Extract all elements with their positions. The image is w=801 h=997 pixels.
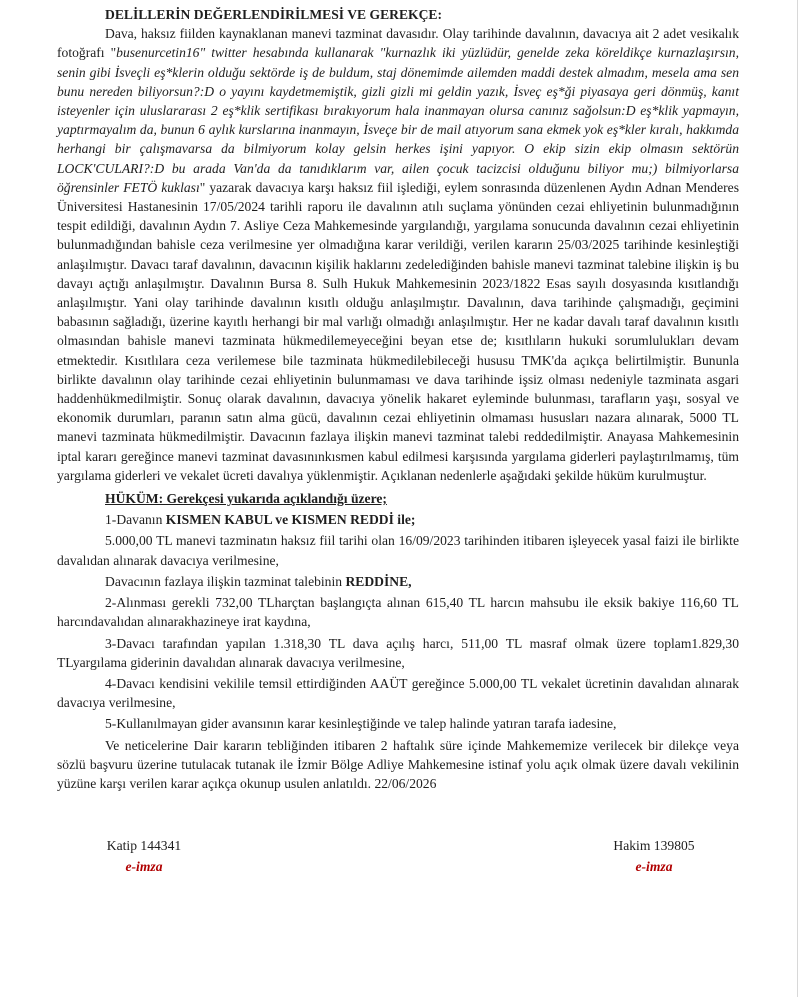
verdict-item-1-suffix: ile; [393, 512, 416, 528]
verdict-item-1-detail: 5.000,00 TL manevi tazminatın haksız fiil tarihi olan 16/09/2023 tarihinden itibaren işleyecek yasal faizi ile birlikte davalıdan alınarak davacıya verilmesine, [57, 533, 739, 568]
verdict-list [57, 510, 739, 793]
clerk-signature [104, 838, 184, 875]
verdict-item-3: 3-Davacı tarafından yapılan 1.318,30 TL dava açılış harcı, 511,00 TL masraf olmak üzere toplam1.829,30 TLyargılama giderinin davalıdan alınarak davacıya verilmesine, [57, 635, 739, 670]
verdict-item-1 [57, 510, 739, 529]
section-heading: DELİLLERİN DEĞERLENDİRİLMESİ VE GEREKÇE: [105, 7, 443, 22]
judge-name: Hakim 139805 [613, 838, 695, 853]
quoted-tweet-text: busenurcetin16" twitter hesabında kullanarak "kurnazlık iki yüzlüdür, genelde zeka köreldikçe kurnazlaşırsın, senin gibi İsveçli eş*klerin olduğu sektörde iş de buldum, staj dönemimde ailemden maddi destek almadım, mesela ama sen bunu nereden biliyorsun?:D o yayını kaydetmemiştik, gizli gizli mi geldin yazık, İsveç eş*ği piyasaya geri dönmüş, kanıt isteyenler için uluslararası 2 eş*klik sertifikası bırakıyorum hala inanmayan olursa canınız sağolsun:D eş*klik yapmayın, yaptırmayalım da, bunun 6 aylık kurslarına inanmayın, İsveçe bir de mail atıyorum sana ekmek yok eş*kler kıralı, hakkımda herhangi bir çalışmavarsa da bilmiyorum kolay gelsin herkes işini yapıyor. O ekip sizin ekip olmasın sektörün LOCK'CULARI?:D bu arada Van'da da tanıdıklarım var, ailen çocuk tacizcisi olduğunu biliyor mu;) bilmiyorlarsa öğrensinler FETÖ kuklası [57, 45, 739, 195]
judge-signature [608, 838, 700, 875]
verdict-item-4: 4-Davacı kendisini vekilile temsil ettirdiğinden AAÜT gereğince 5.000,00 TL vekalet ücretinin davalıdan alınarak davacıya verilmesine, [57, 675, 739, 711]
reasoning-paragraph [57, 24, 739, 485]
reasoning-text-start: Dava, haksız fiilden kaynaklanan manevi tazminat davasıdır. Olay tarihinde davalının, davacıya ait 2 adet vesikalık fotoğrafı " [57, 26, 739, 61]
verdict-item-1-prefix: 1-Davanın [105, 512, 166, 528]
verdict-item-2: 2-Alınması gerekli 732,00 TLharçtan başlangıçta alınan 615,40 TL harcın mahsubu ile eksik bakiye 116,60 TL harcındavalıdan alınarakhazineye irat kaydına, [57, 595, 739, 630]
clerk-name: Katip 144341 [106, 838, 182, 853]
judge-esign: e-imza [635, 859, 673, 874]
reasoning-text-rest: " yazarak davacıya karşı haksız fiil işlediği, eylem sonrasında düzenlenen Aydın Adnan Menderes Üniversitesi Hastanesinin 17/05/2024 tarihli raporu ile davalının atılı suçlama yönünden cezai ehliyetinin bulunmadığının tespit edildiği, davalının Aydın 7. Asliye Ceza Mahkemesinde yargılandığı, yargılama sonucunda davalının cezai ehliyetinin bulunmadığından bahisle ceza verilmesine yer olmadığına karar verildiği, verilen kararın 25/03/2025 tarihinde kesinleştiği anlaşılmıştır. Davacı taraf davalının, davacının kişilik haklarını zedelediğinden bahisle manevi tazminat talebine ilişkin iş bu davayı açtığı anlaşılmıştır. Davalının Bursa 8. Sulh Hukuk Mahkemesinin 2023/1822 Esas sayılı dosyasında kısıtlandığı anlaşılmıştır. Yani olay tarihinde davalının kısıtlı olduğu anlaşılmıştır. Davalının, dava tarihinde çalışmadığı, geçimini babasının sağladığı, üzerine kayıtlı herhangi bir mal varlığı olmadığı anlaşılmıştır. Her ne kadar davalı taraf davalının kısıtlı olmasından bahisle manevi tazminata hükmedilemeyeceğini beyan etse de; kısıtlıların hukuki sorumlulukları devam etmektedir. Kısıtlılara ceza verilemese bile tazminata hükmedilebileceği hususu TMK'da açıkça belirtilmiştir. Bununla birlikte davalının olay tarihinde cezai ehliyetinin bulunmaması ve dava tarihinde işsiz olması nedeniyle tazminata asgari haddenhükmedilmiştir. Sonuç olarak davalının, davacıya yönelik hakaret eyleminde bulunması, tarafların yaşı, sosyal ve ekonomik durumları, paranın satın alma gücü, davalının cezai ehliyetinin olmaması hususları nazara alınarak, 5000 TL manevi tazminata hükmedilmiştir. Davacının fazlaya ilişkin manevi tazminat talebi reddedilmiştir. Anayasa Mahkemesinin iptal kararı gereğince manevi tazminat davasınınkısmen kabul edilmesi karşısında yargılama giderleri paylaştırılmamış, tüm yargılama giderleri ve vekalet ücreti davalıya yüklenmiştir. Açıklanan nedenlerle aşağıdaki şekilde hüküm kurulmuştur. [57, 179, 739, 483]
verdict-heading: HÜKÜM: Gerekçesi yukarıda açıklandığı üzere; [105, 491, 387, 507]
verdict-reject-prefix: Davacının fazlaya ilişkin tazminat talebinin [105, 573, 346, 589]
verdict-reject [57, 572, 739, 591]
clerk-esign: e-imza [125, 859, 163, 874]
verdict-reject-bold: REDDİNE, [345, 573, 412, 589]
document-body [57, 5, 739, 793]
verdict-item-1-bold: KISMEN KABUL ve KISMEN REDDİ [165, 512, 394, 528]
verdict-item-5: 5-Kullanılmayan gider avansının karar kesinleştiğinde ve talep halinde yatıran tarafa iadesine, [105, 716, 617, 732]
closing-paragraph: Ve neticelerine Dair kararın tebliğinden itibaren 2 haftalık süre içinde Mahkememize verilecek bir dilekçe veya sözlü başvuru üzerine tutulacak tutanak ile İzmir Bölge Adliye Mahkemesine istinaf yolu açık olmak üzere davalı vekilinin yüzüne karşı verilen karar açıkça okunup usulen anlatıldı. 22/06/2026 [57, 737, 739, 791]
